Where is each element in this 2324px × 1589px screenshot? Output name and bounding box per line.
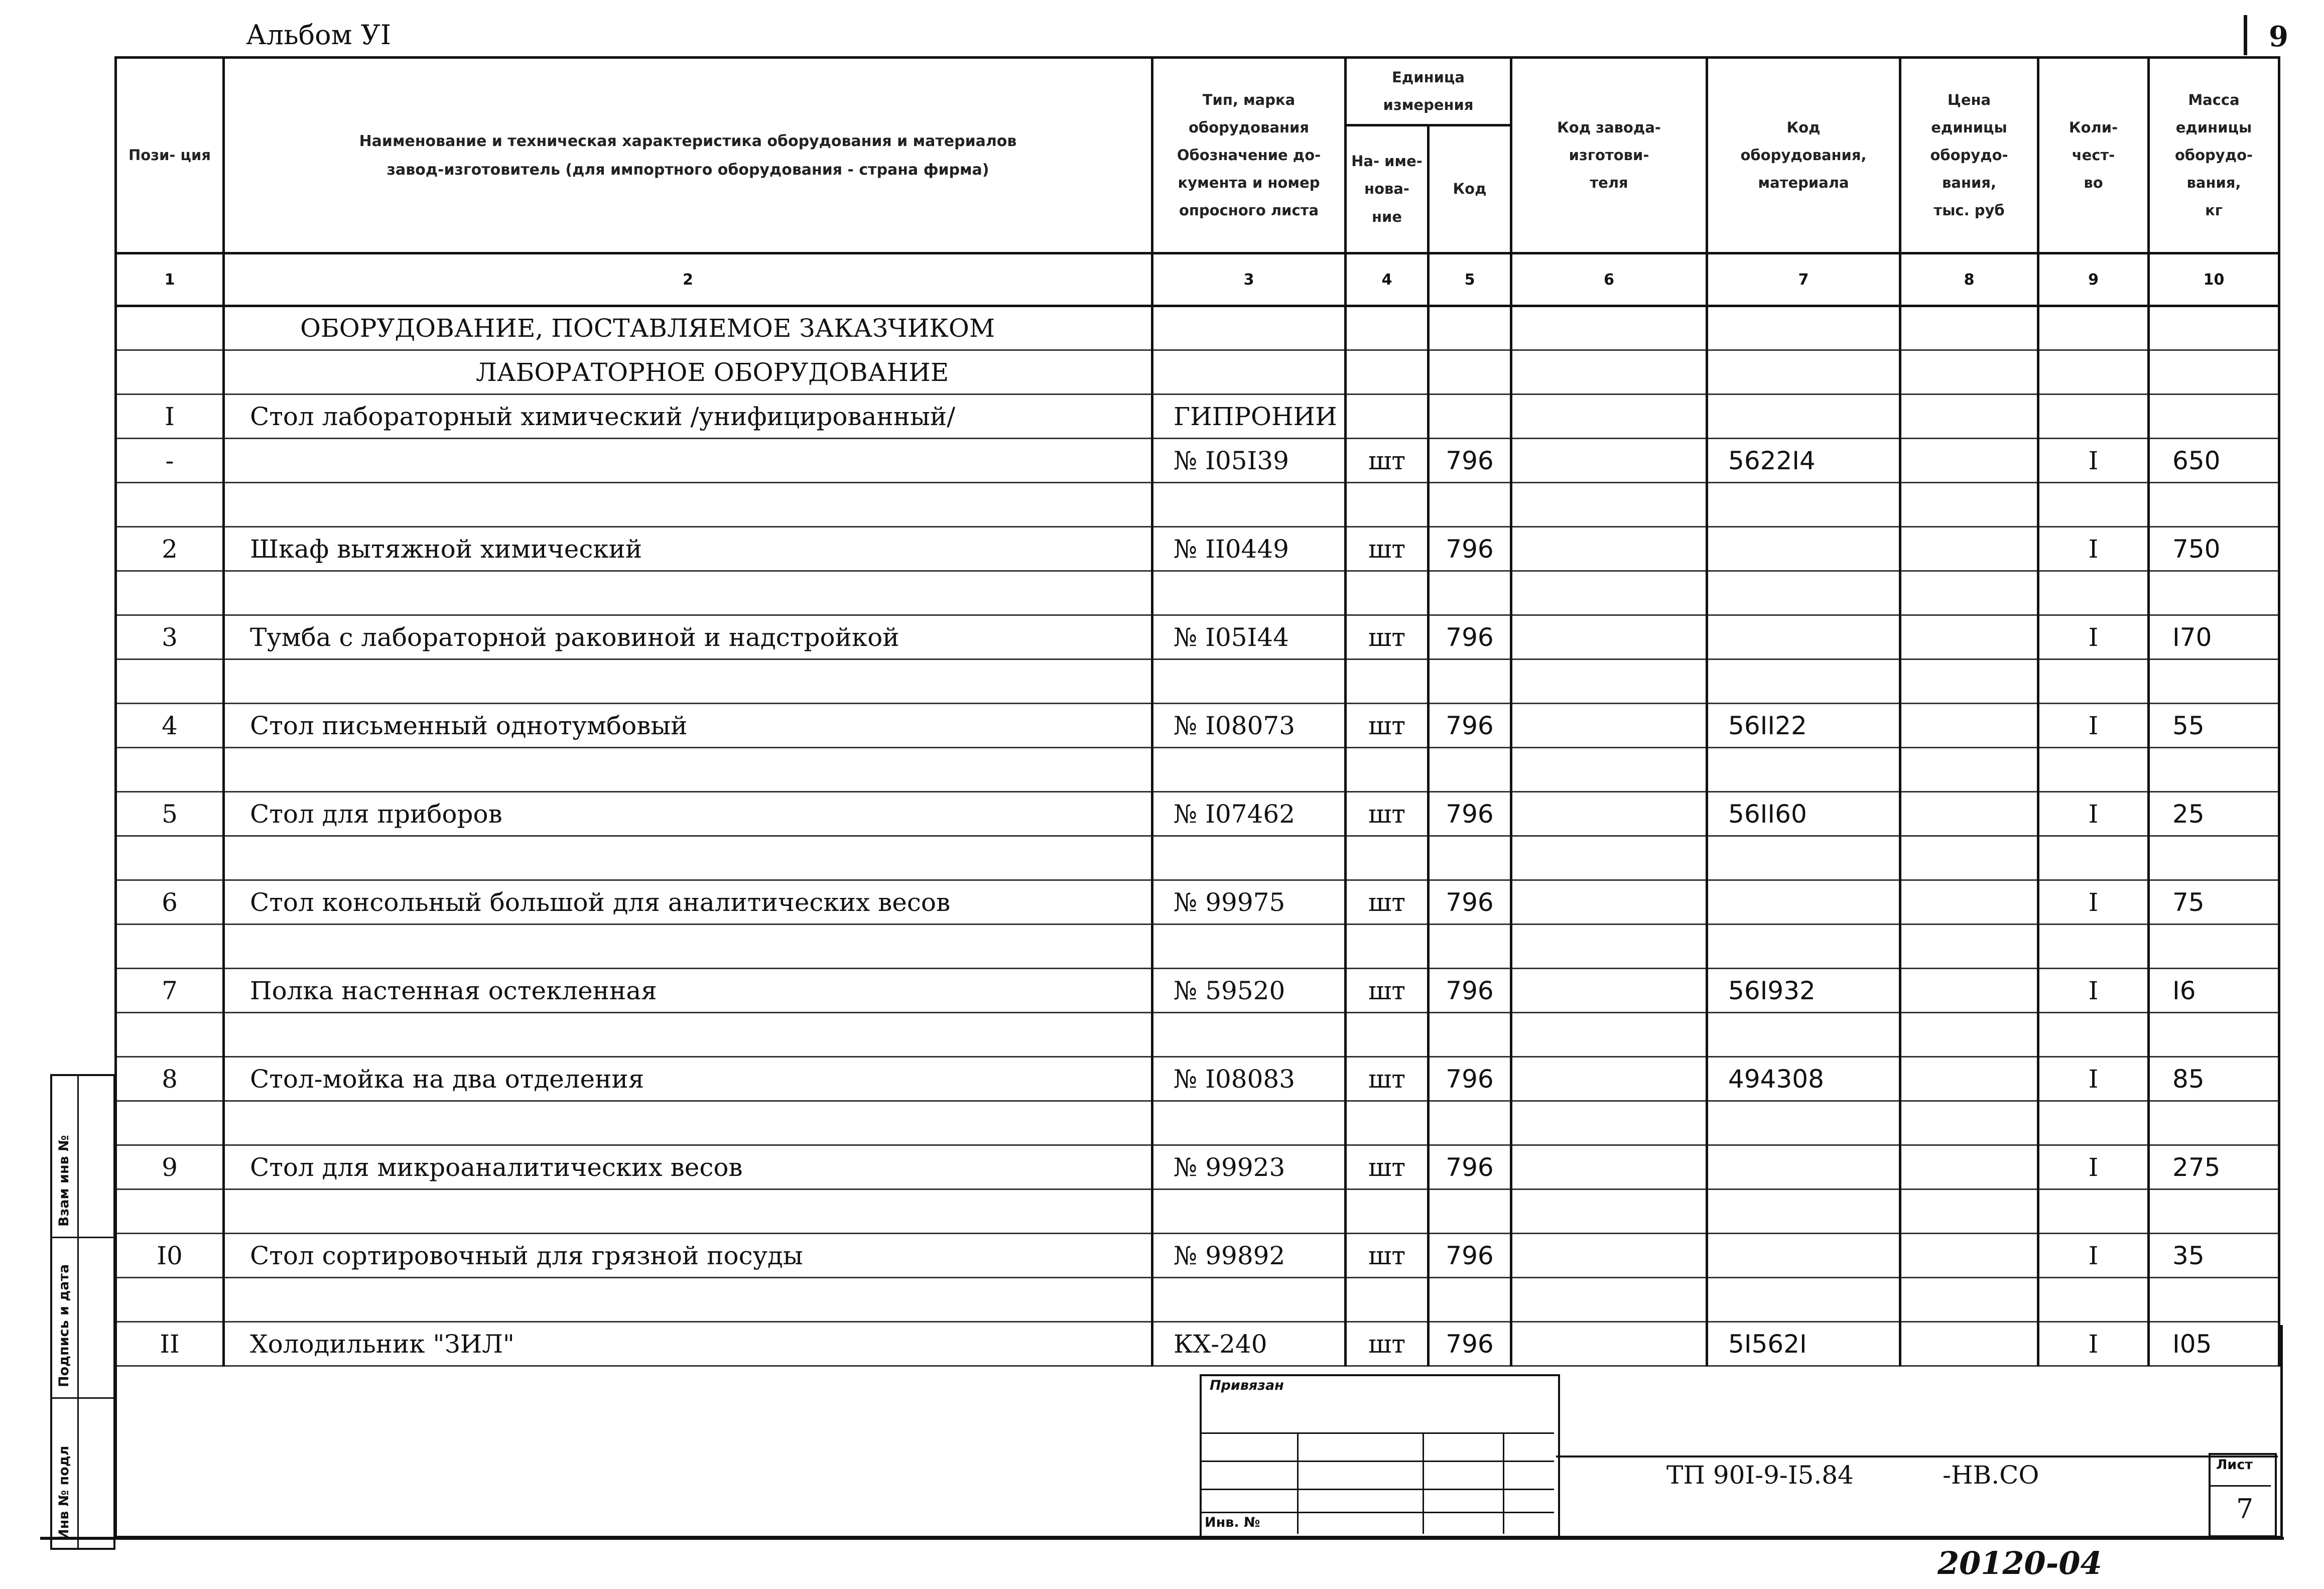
row-qty: I bbox=[2038, 1234, 2149, 1278]
row-qty: I bbox=[2038, 1322, 2149, 1366]
sheet-label: Лист bbox=[2216, 1457, 2253, 1473]
row-name: Полка настенная остекленная bbox=[224, 969, 1152, 1013]
row-mass: 35 bbox=[2149, 1234, 2279, 1278]
row-name: Стол письменный однотумбовый bbox=[224, 704, 1152, 748]
row-unit: шт bbox=[1346, 792, 1429, 836]
row-price bbox=[1900, 1145, 2038, 1189]
row-position: 2 bbox=[116, 527, 224, 571]
equipment-table bbox=[114, 56, 2280, 1367]
row-mass: I70 bbox=[2149, 615, 2279, 659]
row-position: 5 bbox=[116, 792, 224, 836]
row-name: Стол для приборов bbox=[224, 792, 1152, 836]
row-type: № I05I39 bbox=[1152, 439, 1346, 483]
row-equip: 56I932 bbox=[1707, 969, 1900, 1013]
row-position: 4 bbox=[116, 704, 224, 748]
col-num: 2 bbox=[224, 253, 1152, 306]
row-name: Стол-мойка на два отделения bbox=[224, 1057, 1152, 1101]
row-equip: 56II22 bbox=[1707, 704, 1900, 748]
row-plant bbox=[1511, 1057, 1707, 1101]
bottom-border-line bbox=[40, 1537, 2284, 1540]
row-position: I bbox=[116, 394, 224, 439]
header-equipment-code: Код оборудования, материала bbox=[1707, 58, 1900, 253]
row-type: № 99892 bbox=[1152, 1234, 1346, 1278]
spacer-row bbox=[116, 836, 2279, 880]
row-equip: 5622I4 bbox=[1707, 439, 1900, 483]
row-name: Тумба с лабораторной раковиной и надстройкой bbox=[224, 615, 1152, 659]
col-num: 5 bbox=[1429, 253, 1511, 306]
row-price bbox=[1900, 969, 2038, 1013]
row-name: Холодильник "ЗИЛ" bbox=[224, 1322, 1152, 1366]
inv-number-label: Инв. № bbox=[1205, 1515, 1260, 1530]
row-price bbox=[1900, 1057, 2038, 1101]
table-row bbox=[116, 615, 2279, 659]
row-code: 796 bbox=[1429, 527, 1511, 571]
row-code: 796 bbox=[1429, 704, 1511, 748]
row-price bbox=[1900, 792, 2038, 836]
row-mass: 25 bbox=[2149, 792, 2279, 836]
row-code: 796 bbox=[1429, 1057, 1511, 1101]
row-type: № I08073 bbox=[1152, 704, 1346, 748]
left-side-stamp bbox=[50, 1074, 115, 1550]
spacer-row bbox=[116, 748, 2279, 792]
table-row bbox=[116, 792, 2279, 836]
col-num: 4 bbox=[1346, 253, 1429, 306]
row-mass: I05 bbox=[2149, 1322, 2279, 1366]
spacer-row bbox=[116, 571, 2279, 615]
spacer-row bbox=[116, 659, 2279, 704]
row-position: 9 bbox=[116, 1145, 224, 1189]
col-num: 3 bbox=[1152, 253, 1346, 306]
row-type: № I08083 bbox=[1152, 1057, 1346, 1101]
row-equip: 5I562I bbox=[1707, 1322, 1900, 1366]
column-number-row bbox=[116, 253, 2279, 306]
album-label: Альбом УI bbox=[246, 19, 392, 51]
row-type: № 99975 bbox=[1152, 880, 1346, 924]
row-type: № I05I44 bbox=[1152, 615, 1346, 659]
row-mass: 75 bbox=[2149, 880, 2279, 924]
spacer-row bbox=[116, 1101, 2279, 1145]
header-position: Пози- ция bbox=[116, 58, 224, 253]
header-price: Цена единицы оборудо- вания, тыс. руб bbox=[1900, 58, 2038, 253]
page-number-bar bbox=[2244, 15, 2247, 55]
col-num: 10 bbox=[2149, 253, 2279, 306]
row-unit: шт bbox=[1346, 1057, 1429, 1101]
row-equip bbox=[1707, 615, 1900, 659]
row-plant bbox=[1511, 880, 1707, 924]
row-name: Стол для микроаналитических весов bbox=[224, 1145, 1152, 1189]
row-name bbox=[224, 439, 1152, 483]
table-row bbox=[116, 527, 2279, 571]
row-position: 3 bbox=[116, 615, 224, 659]
row-code: 796 bbox=[1429, 1322, 1511, 1366]
row-code: 796 bbox=[1429, 792, 1511, 836]
row-price bbox=[1900, 880, 2038, 924]
sheet-number: 7 bbox=[2236, 1493, 2254, 1525]
row-qty: I bbox=[2038, 439, 2149, 483]
title-block-frame bbox=[114, 1325, 2283, 1538]
row-plant bbox=[1511, 1234, 1707, 1278]
table-row bbox=[116, 439, 2279, 483]
row-qty: I bbox=[2038, 880, 2149, 924]
stamp-replace-inv: Взам инв № bbox=[56, 1135, 72, 1227]
spacer-row bbox=[116, 1189, 2279, 1234]
table-row bbox=[116, 1234, 2279, 1278]
row-unit: шт bbox=[1346, 1322, 1429, 1366]
row-name: Стол консольный большой для аналитических весов bbox=[224, 880, 1152, 924]
row-code: 796 bbox=[1429, 1145, 1511, 1189]
row-unit: шт bbox=[1346, 969, 1429, 1013]
row-price bbox=[1900, 394, 2038, 439]
row-position: - bbox=[116, 439, 224, 483]
table-row bbox=[116, 1057, 2279, 1101]
row-position: 8 bbox=[116, 1057, 224, 1101]
col-num: 7 bbox=[1707, 253, 1900, 306]
row-position: 6 bbox=[116, 880, 224, 924]
header-unit: Единица измерения bbox=[1346, 58, 1511, 125]
header-quantity: Коли- чест- во bbox=[2038, 58, 2149, 253]
row-type: № I07462 bbox=[1152, 792, 1346, 836]
row-plant bbox=[1511, 792, 1707, 836]
row-unit: шт bbox=[1346, 615, 1429, 659]
col-num: 1 bbox=[116, 253, 224, 306]
row-price bbox=[1900, 527, 2038, 571]
privyazan-label: Привязан bbox=[1210, 1378, 1284, 1393]
header-plant-code: Код завода- изготови- теля bbox=[1511, 58, 1707, 253]
row-mass: 650 bbox=[2149, 439, 2279, 483]
stamp-inv-original: Инв № подл bbox=[56, 1445, 72, 1540]
row-position: 7 bbox=[116, 969, 224, 1013]
stamp-signature-date: Подпись и дата bbox=[56, 1264, 72, 1387]
document-code: ТП 90I-9-I5.84 bbox=[1666, 1461, 1854, 1490]
row-qty: I bbox=[2038, 792, 2149, 836]
row-qty: I bbox=[2038, 527, 2149, 571]
row-plant bbox=[1511, 394, 1707, 439]
row-code bbox=[1429, 394, 1511, 439]
row-type: № II0449 bbox=[1152, 527, 1346, 571]
table-row bbox=[116, 880, 2279, 924]
section-row bbox=[116, 350, 2279, 394]
row-mass: 275 bbox=[2149, 1145, 2279, 1189]
col-num: 6 bbox=[1511, 253, 1707, 306]
row-name: Шкаф вытяжной химический bbox=[224, 527, 1152, 571]
row-price bbox=[1900, 704, 2038, 748]
table-row bbox=[116, 969, 2279, 1013]
row-qty: I bbox=[2038, 1145, 2149, 1189]
row-equip bbox=[1707, 527, 1900, 571]
row-qty bbox=[2038, 394, 2149, 439]
row-mass: 85 bbox=[2149, 1057, 2279, 1101]
row-plant bbox=[1511, 969, 1707, 1013]
row-plant bbox=[1511, 439, 1707, 483]
row-plant bbox=[1511, 1145, 1707, 1189]
row-equip bbox=[1707, 1145, 1900, 1189]
row-code: 796 bbox=[1429, 615, 1511, 659]
header-type: Тип, марка оборудования Обозначение до- кумента и номер опросного листа bbox=[1152, 58, 1346, 253]
document-suffix: -НВ.СО bbox=[1943, 1461, 2039, 1490]
row-mass bbox=[2149, 394, 2279, 439]
row-mass: I6 bbox=[2149, 969, 2279, 1013]
row-unit: шт bbox=[1346, 704, 1429, 748]
row-equip bbox=[1707, 1234, 1900, 1278]
header-unit-name: На- име- нова- ние bbox=[1346, 125, 1429, 253]
row-position: I0 bbox=[116, 1234, 224, 1278]
section-subtitle: ЛАБОРАТОРНОЕ ОБОРУДОВАНИЕ bbox=[224, 350, 1152, 394]
row-unit: шт bbox=[1346, 1234, 1429, 1278]
header-name: Наименование и техническая характеристика оборудования и материалов завод-изготовитель (для импортного оборудования - страна фирма) bbox=[224, 58, 1152, 253]
row-qty: I bbox=[2038, 704, 2149, 748]
row-type: КХ-240 bbox=[1152, 1322, 1346, 1366]
spacer-row bbox=[116, 1013, 2279, 1057]
page-number: 9 bbox=[2269, 20, 2288, 53]
table-row bbox=[116, 1145, 2279, 1189]
row-qty: I bbox=[2038, 969, 2149, 1013]
row-unit: шт bbox=[1346, 880, 1429, 924]
row-mass: 750 bbox=[2149, 527, 2279, 571]
row-type: № 59520 bbox=[1152, 969, 1346, 1013]
row-price bbox=[1900, 1234, 2038, 1278]
row-unit bbox=[1346, 394, 1429, 439]
col-num: 8 bbox=[1900, 253, 2038, 306]
row-plant bbox=[1511, 704, 1707, 748]
row-unit: шт bbox=[1346, 527, 1429, 571]
section-title: ОБОРУДОВАНИЕ, ПОСТАВЛЯЕМОЕ ЗАКАЗЧИКОМ bbox=[224, 306, 1152, 350]
header-unit-code: Код bbox=[1429, 125, 1511, 253]
table-row bbox=[116, 704, 2279, 748]
row-unit: шт bbox=[1346, 439, 1429, 483]
spacer-row bbox=[116, 924, 2279, 969]
row-position: II bbox=[116, 1322, 224, 1366]
row-plant bbox=[1511, 615, 1707, 659]
row-name: Стол сортировочный для грязной посуды bbox=[224, 1234, 1152, 1278]
spacer-row bbox=[116, 483, 2279, 527]
row-qty: I bbox=[2038, 1057, 2149, 1101]
row-type: № 99923 bbox=[1152, 1145, 1346, 1189]
row-unit: шт bbox=[1346, 1145, 1429, 1189]
row-code: 796 bbox=[1429, 880, 1511, 924]
row-equip bbox=[1707, 394, 1900, 439]
handwritten-number: 20120-04 bbox=[1938, 1545, 2102, 1581]
row-mass: 55 bbox=[2149, 704, 2279, 748]
row-plant bbox=[1511, 527, 1707, 571]
row-equip bbox=[1707, 880, 1900, 924]
table-row bbox=[116, 394, 2279, 439]
row-price bbox=[1900, 439, 2038, 483]
row-equip: 494308 bbox=[1707, 1057, 1900, 1101]
row-qty: I bbox=[2038, 615, 2149, 659]
row-price bbox=[1900, 615, 2038, 659]
row-code: 796 bbox=[1429, 1234, 1511, 1278]
row-name: Стол лабораторный химический /унифицированный/ bbox=[224, 394, 1152, 439]
header-mass: Масса единицы оборудо- вания, кг bbox=[2149, 58, 2279, 253]
row-code: 796 bbox=[1429, 439, 1511, 483]
spacer-row bbox=[116, 1278, 2279, 1322]
row-code: 796 bbox=[1429, 969, 1511, 1013]
row-type: ГИПРОНИИ bbox=[1152, 394, 1346, 439]
col-num: 9 bbox=[2038, 253, 2149, 306]
row-equip: 56II60 bbox=[1707, 792, 1900, 836]
section-row bbox=[116, 306, 2279, 350]
